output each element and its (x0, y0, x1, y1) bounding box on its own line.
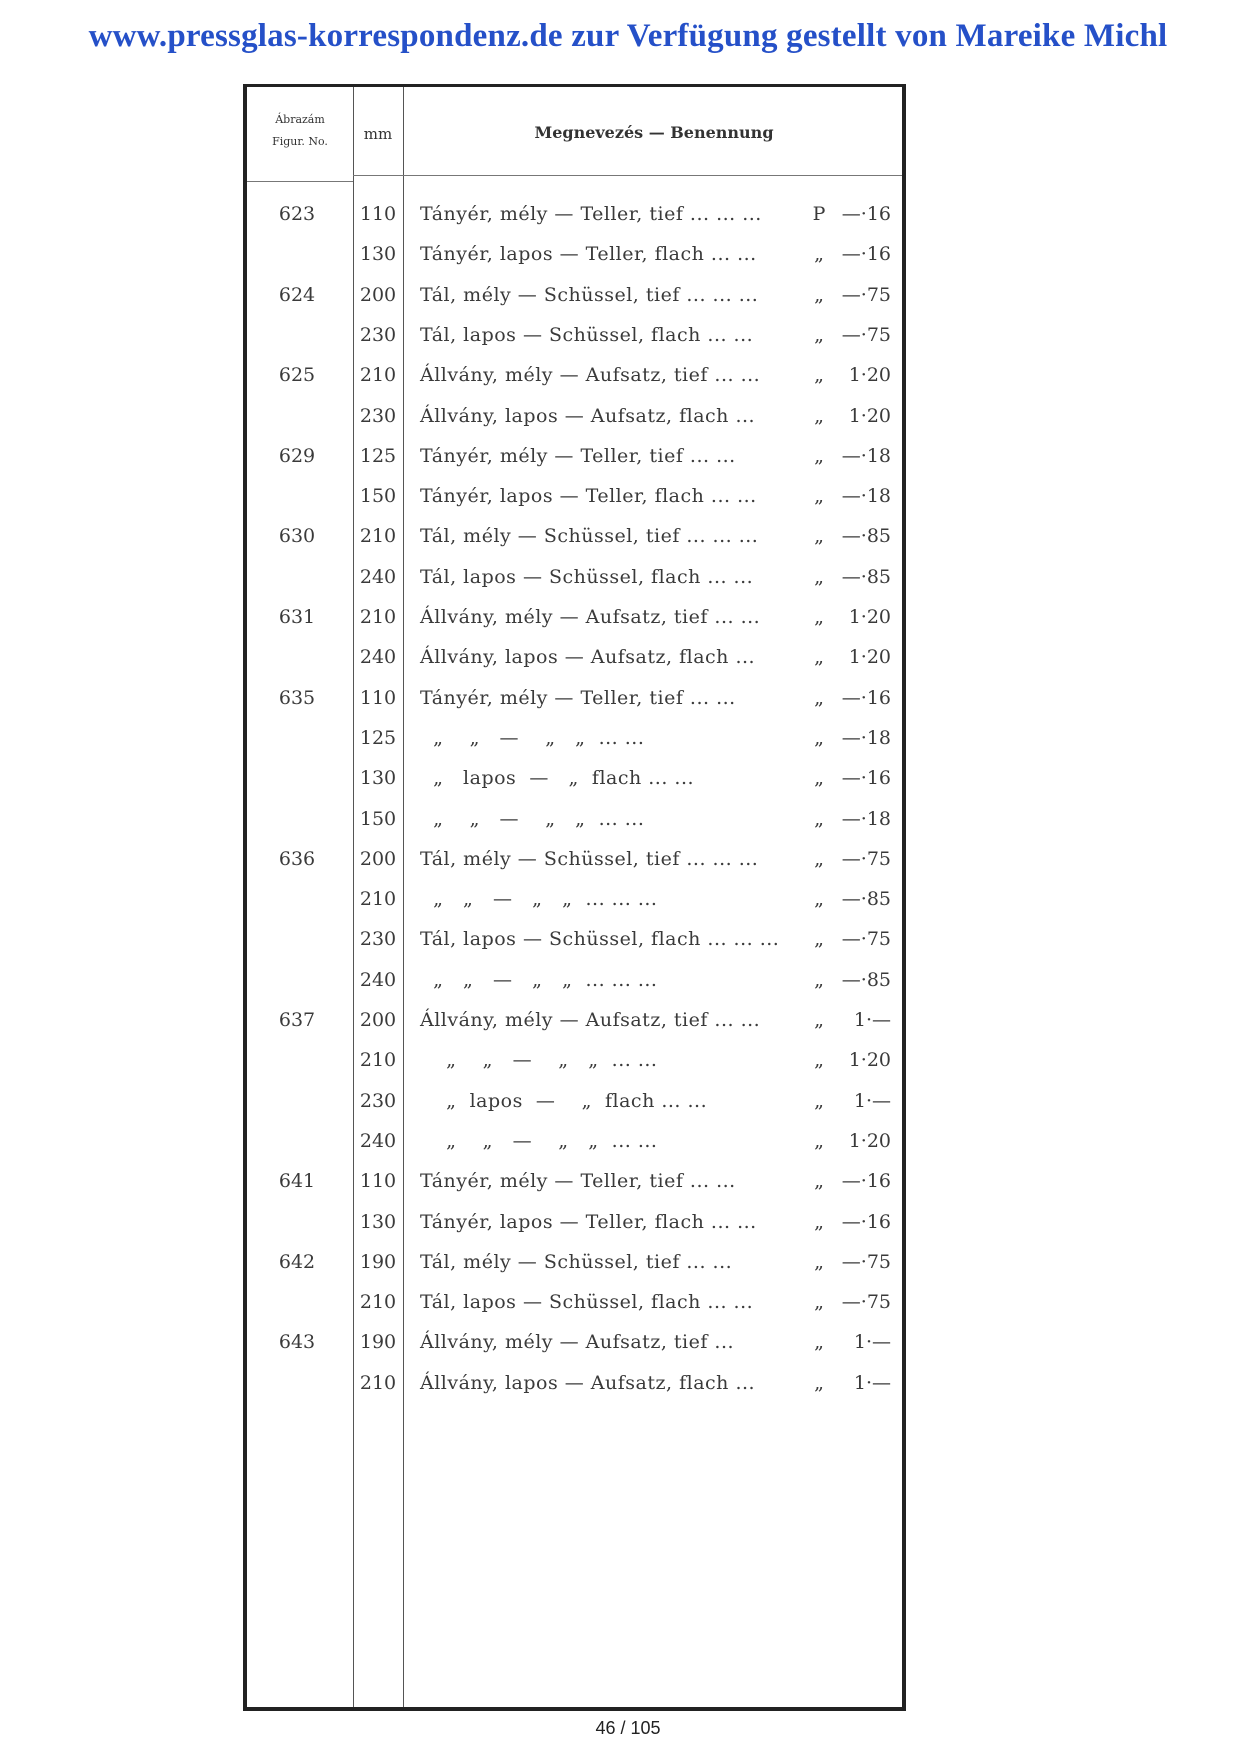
item-description: Állvány, mély — Aufsatz, tief ... (420, 1331, 735, 1354)
table-row (247, 397, 902, 437)
size-mm: 110 (359, 203, 397, 225)
table-row (247, 759, 902, 799)
currency-ditto: „ (814, 767, 824, 790)
table-row (247, 1323, 902, 1363)
item-price: —·85 (841, 565, 891, 588)
header-rule-fig (247, 181, 353, 182)
table-row (247, 1364, 902, 1404)
size-mm: 210 (359, 1049, 397, 1072)
item-description: Tányér, mély — Teller, tief ... ... ... (420, 203, 762, 225)
table-row (247, 517, 902, 557)
size-mm: 210 (359, 606, 397, 628)
item-price: —·75 (841, 928, 891, 951)
item-price: 1·20 (848, 1129, 891, 1152)
item-price: —·16 (841, 203, 891, 225)
currency-ditto: „ (814, 364, 824, 387)
size-mm: 130 (359, 1210, 397, 1233)
size-mm: 130 (359, 243, 397, 266)
size-mm: 110 (359, 1170, 397, 1193)
figure-number: 625 (278, 364, 316, 387)
item-price: —·75 (841, 283, 891, 306)
item-description: „ „ — „ „ ... ... (420, 807, 645, 830)
size-mm: 210 (359, 1371, 397, 1394)
item-price: —·16 (841, 1170, 891, 1193)
item-description: „ „ — „ „ ... ... ... (420, 888, 658, 911)
currency-ditto: „ (814, 646, 824, 669)
item-price: —·18 (841, 485, 891, 508)
item-description: Tál, mély — Schüssel, tief ... ... ... (420, 525, 759, 548)
item-description: Állvány, mély — Aufsatz, tief ... ... (420, 606, 761, 628)
size-mm: 230 (359, 323, 397, 346)
figure-number: 637 (278, 1009, 316, 1031)
item-description: Tál, lapos — Schüssel, flach ... ... (420, 1291, 754, 1314)
size-mm: 210 (359, 364, 397, 387)
currency-ditto: P (812, 203, 826, 225)
table-row (247, 235, 902, 275)
item-description: Tányér, lapos — Teller, flach ... ... (420, 1210, 757, 1233)
currency-ditto: „ (814, 1291, 824, 1314)
item-description: Állvány, mély — Aufsatz, tief ... ... (420, 1009, 761, 1031)
item-description: „ lapos — „ flach ... ... (420, 767, 695, 790)
size-mm: 230 (359, 404, 397, 427)
page-number: 46 / 105 (595, 1718, 661, 1738)
size-mm: 200 (359, 283, 397, 306)
item-price: —·16 (841, 767, 891, 790)
size-mm: 210 (359, 888, 397, 911)
item-description: Tányér, mély — Teller, tief ... ... (420, 1170, 736, 1193)
item-description: Tál, mély — Schüssel, tief ... ... ... (420, 847, 759, 870)
table-row (247, 719, 902, 759)
size-mm: 240 (359, 646, 397, 669)
currency-ditto: „ (814, 1089, 824, 1112)
item-description: Állvány, lapos — Aufsatz, flach ... (420, 1371, 756, 1394)
item-description: „ „ — „ „ ... ... (420, 1129, 658, 1152)
currency-ditto: „ (814, 1009, 824, 1031)
size-mm: 110 (359, 686, 397, 709)
table-row (247, 598, 902, 638)
table-row (247, 1122, 902, 1162)
size-mm: 210 (359, 525, 397, 548)
figure-number: 635 (278, 686, 316, 709)
currency-ditto: „ (814, 968, 824, 991)
figure-number: 643 (278, 1331, 316, 1354)
currency-ditto: „ (814, 1210, 824, 1233)
currency-ditto: „ (814, 1331, 824, 1354)
table-row (247, 1082, 902, 1122)
currency-ditto: „ (814, 1129, 824, 1152)
table-row (247, 477, 902, 517)
currency-ditto: „ (814, 1170, 824, 1193)
currency-ditto: „ (814, 1250, 824, 1273)
size-mm: 190 (359, 1250, 397, 1273)
currency-ditto: „ (814, 686, 824, 709)
item-description: Tányér, mély — Teller, tief ... ... (420, 686, 736, 709)
table-row (247, 1041, 902, 1081)
figure-number: 631 (278, 606, 316, 628)
currency-ditto: „ (814, 847, 824, 870)
currency-ditto: „ (814, 1371, 824, 1394)
table-row (247, 276, 902, 316)
item-price: —·75 (841, 847, 891, 870)
item-price: —·75 (841, 323, 891, 346)
item-description: „ „ — „ „ ... ... ... (420, 968, 658, 991)
table-row (247, 316, 902, 356)
size-mm: 130 (359, 767, 397, 790)
table-row (247, 356, 902, 396)
currency-ditto: „ (814, 726, 824, 749)
item-description: Tál, lapos — Schüssel, flach ... ... ... (420, 928, 780, 951)
size-mm: 150 (359, 807, 397, 830)
item-price: —·18 (841, 807, 891, 830)
table-row (247, 880, 902, 920)
item-price: —·75 (841, 1250, 891, 1273)
item-price: 1·— (853, 1331, 891, 1354)
figure-number: 636 (278, 847, 316, 870)
item-description: „ „ — „ „ ... ... (420, 1049, 658, 1072)
table-row (247, 961, 902, 1001)
figure-number: 629 (278, 444, 316, 467)
size-mm: 230 (359, 1089, 397, 1112)
table-row (247, 1203, 902, 1243)
currency-ditto: „ (814, 283, 824, 306)
table-row (247, 638, 902, 678)
currency-ditto: „ (814, 606, 824, 628)
item-description: Tányér, lapos — Teller, flach ... ... (420, 485, 757, 508)
figure-number: 641 (278, 1170, 316, 1193)
item-price: —·85 (841, 888, 891, 911)
item-price: —·18 (841, 444, 891, 467)
item-price: —·16 (841, 686, 891, 709)
figure-number: 623 (278, 203, 316, 225)
figure-number: 630 (278, 525, 316, 548)
table-row (247, 1243, 902, 1283)
price-list-table (243, 84, 906, 1711)
item-description: „ lapos — „ flach ... ... (420, 1089, 708, 1112)
item-price: 1·— (853, 1009, 891, 1031)
size-mm: 240 (359, 968, 397, 991)
item-description: Állvány, mély — Aufsatz, tief ... ... (420, 364, 761, 387)
currency-ditto: „ (814, 888, 824, 911)
header-figure-german: Figur. No. (272, 135, 328, 148)
item-description: Állvány, lapos — Aufsatz, flach ... (420, 646, 756, 669)
header-mm: mm (363, 125, 393, 143)
table-row (247, 1162, 902, 1202)
item-price: —·16 (841, 243, 891, 266)
size-mm: 230 (359, 928, 397, 951)
currency-ditto: „ (814, 928, 824, 951)
size-mm: 125 (359, 726, 397, 749)
figure-number: 642 (278, 1250, 316, 1273)
figure-number: 624 (278, 283, 316, 306)
currency-ditto: „ (814, 404, 824, 427)
table-row (247, 195, 902, 235)
item-price: 1·20 (848, 1049, 891, 1072)
item-price: —·18 (841, 726, 891, 749)
item-description: Tál, lapos — Schüssel, flach ... ... (420, 565, 754, 588)
item-price: —·75 (841, 1291, 891, 1314)
currency-ditto: „ (814, 1049, 824, 1072)
item-description: Állvány, lapos — Aufsatz, flach ... (420, 404, 756, 427)
item-description: Tányér, lapos — Teller, flach ... ... (420, 243, 757, 266)
table-row (247, 800, 902, 840)
currency-ditto: „ (814, 525, 824, 548)
item-price: 1·20 (848, 646, 891, 669)
item-price: 1·— (853, 1371, 891, 1394)
currency-ditto: „ (814, 444, 824, 467)
currency-ditto: „ (814, 323, 824, 346)
table-row (247, 437, 902, 477)
size-mm: 200 (359, 1009, 397, 1031)
header-figure-hungarian: Ábrazám (275, 113, 325, 126)
item-price: 1·20 (848, 404, 891, 427)
item-price: —·16 (841, 1210, 891, 1233)
size-mm: 200 (359, 847, 397, 870)
item-description: „ „ — „ „ ... ... (420, 726, 645, 749)
size-mm: 240 (359, 1129, 397, 1152)
item-price: 1·20 (848, 606, 891, 628)
size-mm: 240 (359, 565, 397, 588)
table-row (247, 558, 902, 598)
size-mm: 190 (359, 1331, 397, 1354)
currency-ditto: „ (814, 807, 824, 830)
item-description: Tál, mély — Schüssel, tief ... ... ... (420, 283, 759, 306)
header-rule (353, 175, 902, 176)
item-price: 1·— (853, 1089, 891, 1112)
size-mm: 150 (359, 485, 397, 508)
currency-ditto: „ (814, 485, 824, 508)
table-row (247, 840, 902, 880)
item-description: Tányér, mély — Teller, tief ... ... (420, 444, 736, 467)
item-price: —·85 (841, 525, 891, 548)
size-mm: 125 (359, 444, 397, 467)
size-mm: 210 (359, 1291, 397, 1314)
item-description: Tál, lapos — Schüssel, flach ... ... (420, 323, 754, 346)
table-row (247, 1001, 902, 1041)
header-description: Megnevezés — Benennung (534, 123, 774, 142)
source-banner[interactable]: www.pressglas-korrespondenz.de zur Verfügung gestellt von Mareike Michl (88, 18, 1168, 54)
item-price: —·85 (841, 968, 891, 991)
item-price: 1·20 (848, 364, 891, 387)
item-description: Tál, mély — Schüssel, tief ... ... (420, 1250, 733, 1273)
header-figure-no (247, 109, 353, 153)
table-row (247, 920, 902, 960)
table-row (247, 679, 902, 719)
currency-ditto: „ (814, 243, 824, 266)
table-row (247, 1283, 902, 1323)
currency-ditto: „ (814, 565, 824, 588)
